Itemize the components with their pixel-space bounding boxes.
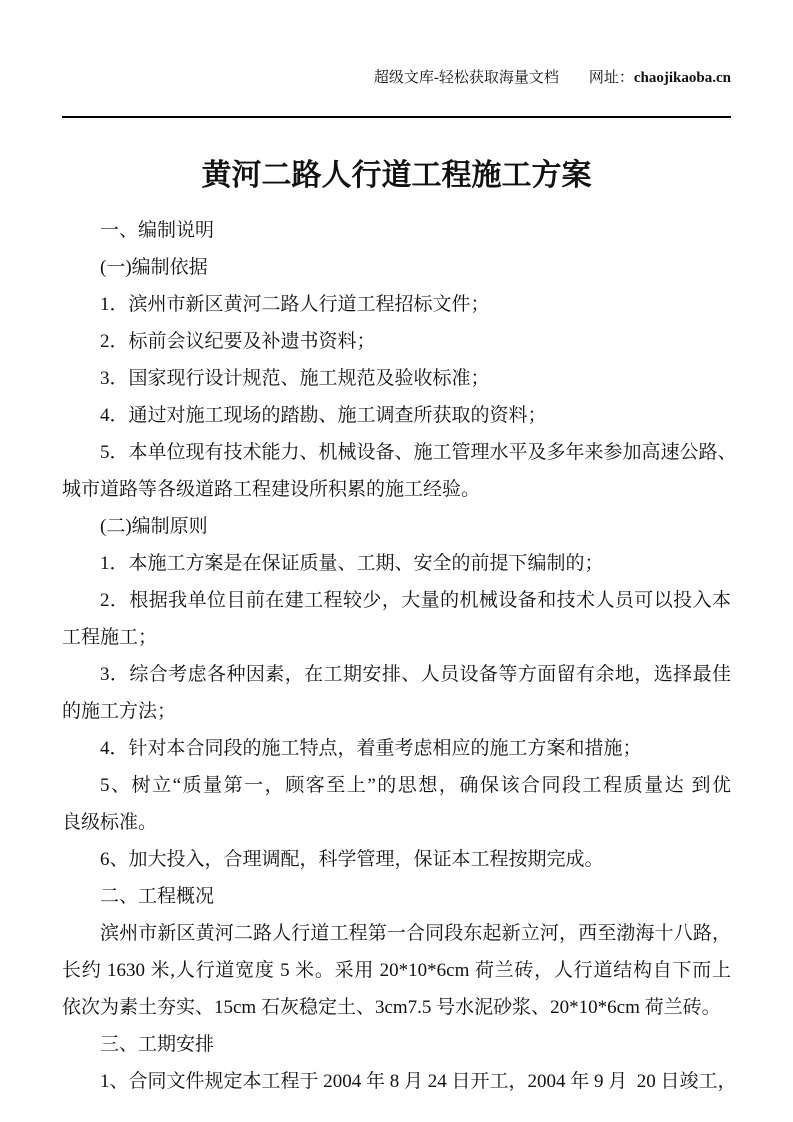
list-item: 2．根据我单位目前在建工程较少，大量的机械设备和技术人员可以投入本 — [100, 590, 731, 611]
header-site-label: 网址： — [588, 70, 634, 86]
list-item: 1．本施工方案是在保证质量、工期、安全的前提下编制的； — [100, 553, 604, 574]
section-heading-1: 一、编制说明 — [100, 220, 215, 241]
subsection-heading-basis: (一)编制依据 — [100, 257, 208, 278]
list-item: 1、合同文件规定本工程于 2004 年 8 月 24 日开工，2004 年 9 月 20 日竣工， — [100, 1071, 737, 1092]
list-item: 1．滨州市新区黄河二路人行道工程招标文件； — [100, 294, 490, 315]
list-item: 4．通过对施工现场的踏勘、施工调查所获取的资料； — [100, 405, 547, 426]
text-line-continuation: 工程施工； — [62, 627, 158, 648]
paragraph-line: 长约 1630 米,人行道宽度 5 米。采用 20*10*6cm 荷兰砖，人行道结构自下而上 — [62, 960, 731, 981]
paragraph-line: 依次为素土夯实、15cm 石灰稳定土、3cm7.5 号水泥砂浆、20*10*6cm 荷兰砖。 — [62, 997, 721, 1018]
list-item: 5．本单位现有技术能力、机械设备、施工管理水平及多年来参加高速公路、 — [100, 442, 737, 463]
section-heading-3: 三、工期安排 — [100, 1034, 215, 1055]
list-item: 6、加大投入，合理调配，科学管理，保证本工程按期完成。 — [100, 849, 604, 870]
list-item: 3．国家现行设计规范、施工规范及验收标准； — [100, 368, 490, 389]
section-heading-2: 二、工程概况 — [100, 886, 215, 907]
document-body — [62, 212, 737, 1100]
page-header — [62, 0, 731, 118]
text-line-continuation: 良级标准。 — [62, 812, 158, 833]
list-item: 5、树立“质量第一，顾客至上”的思想，确保该合同段工程质量达 到优 — [100, 775, 731, 796]
subsection-heading-principles: (二)编制原则 — [100, 516, 208, 537]
text-line-continuation: 城市道路等各级道路工程建设所积累的施工经验。 — [62, 479, 481, 500]
header-promo-text: 超级文库-轻松获取海量文档 — [373, 70, 559, 86]
list-item: 2．标前会议纪要及补遗书资料； — [100, 331, 376, 352]
header-site-url: chaojikaoba.cn — [633, 70, 731, 86]
list-item: 3．综合考虑各种因素，在工期安排、人员设备等方面留有余地，选择最佳 — [100, 664, 731, 685]
document-title: 黄河二路人行道工程施工方案 — [201, 159, 592, 192]
list-item: 4．针对本合同段的施工特点，着重考虑相应的施工方案和措施； — [100, 738, 642, 759]
paragraph-line: 滨州市新区黄河二路人行道工程第一合同段东起新立河，西至渤海十八路， — [100, 923, 731, 944]
text-line-continuation: 的施工方法； — [62, 701, 177, 722]
